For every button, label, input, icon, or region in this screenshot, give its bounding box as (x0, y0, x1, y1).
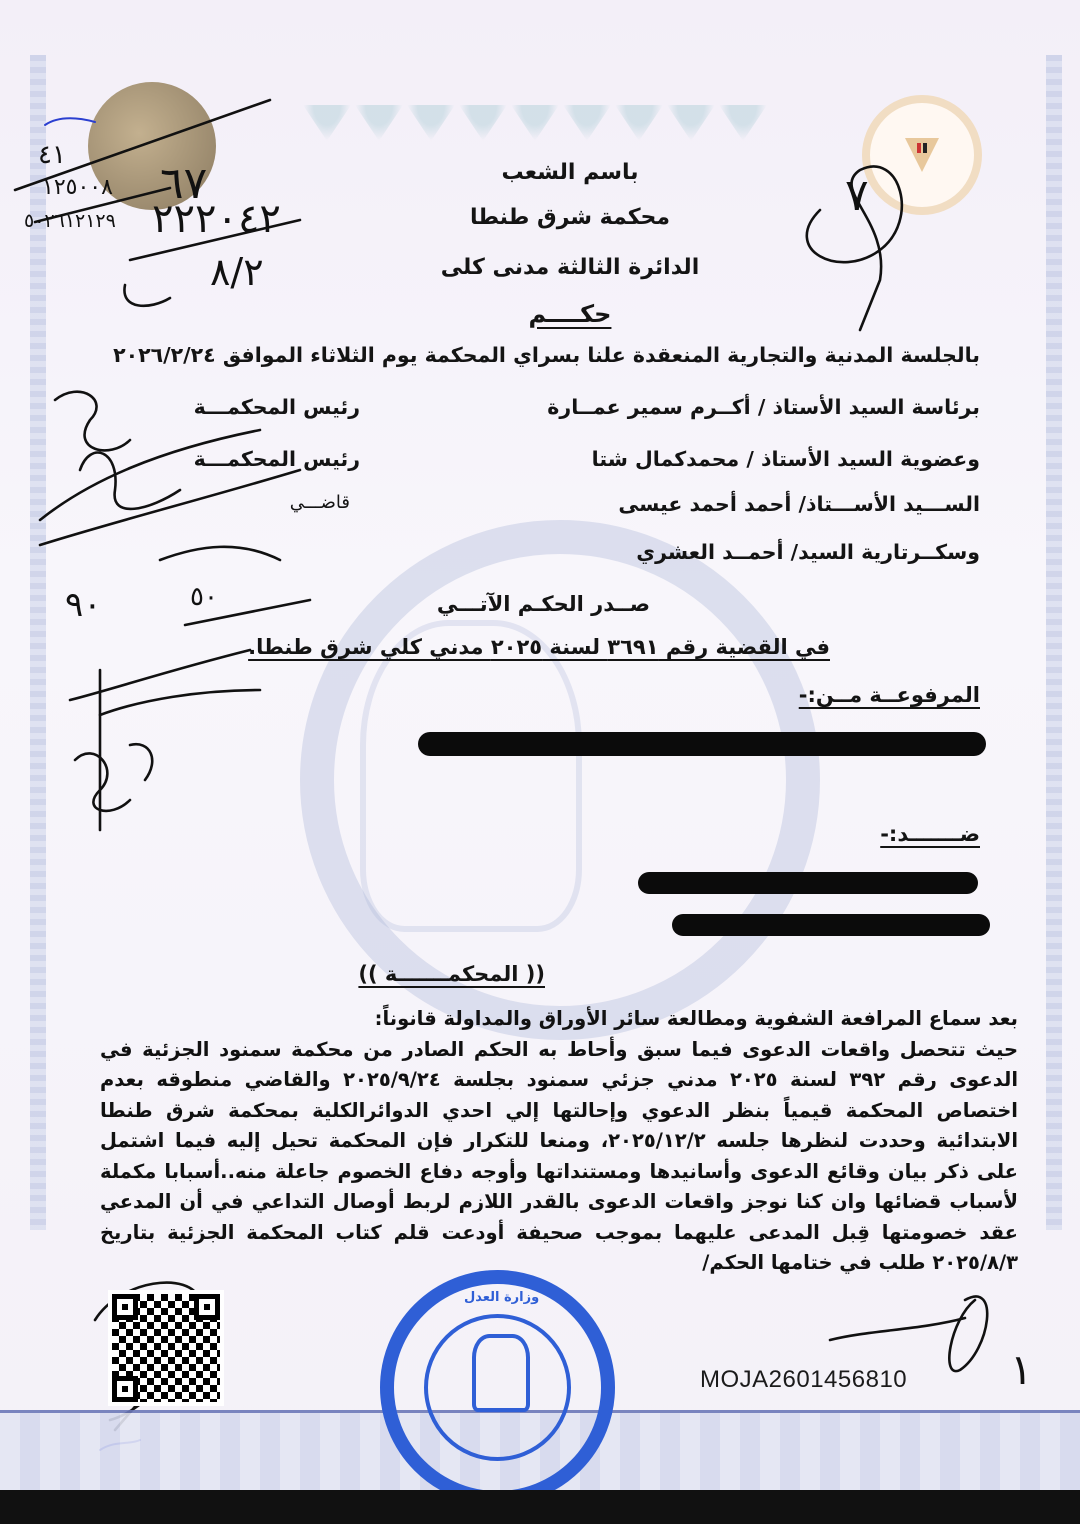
defendant-label: ضـــــــد:- (880, 822, 980, 846)
handwritten-margin-number: ٩٠ (65, 585, 102, 625)
handwritten-note: ٦٧ (160, 158, 208, 209)
court-heading: (( المحكمـــــــة )) (358, 962, 545, 986)
presiding-role: رئيس المحكمـــة (193, 395, 360, 419)
qr-code-icon[interactable] (108, 1290, 224, 1406)
ruling-intro: بعد سماع المرافعة الشفوية ومطالعة سائر الأوراق والمداولة قانوناً: (374, 1007, 1018, 1030)
court-circuit: الدائرة الثالثة مدنى كلى (440, 255, 700, 280)
handwritten-date: ٨/٢ (210, 250, 264, 294)
handwritten-margin-date: ٥٠ (190, 582, 218, 612)
handwritten-note: ١٢٥٠٠٨ (42, 175, 113, 200)
ruling-paragraph: حيث تتحصل واقعات الدعوى فيما سبق وأحاط به الحكم الصادر من محكمة سمنود الجزئية في الدعوى رقم ٣٩٢ لسنة ٢٠٢٥ مدني جزئي سمنود بجلسة ٢٠٢٥/٩/٢٤ والقاضي منطوقه بعدم اختصاص المحكمة قيمياً بنظر الدعوي وإحالتها إلي احدي الدوائرالكلية بمحكمة شرق طنطا الابتدائية وحددت لنظرها جلسه ٢٠٢٥/١٢/٢، ومنعا للتكرار فإن المحكمة تحيل إليه فيما اشتمل على ذكر بيان وقائع الدعوى وأسانيدها ومستنداتها وأوجه دفاع الخصوم جاعلة منه..أسبابا مكملة لأسباب قضائها وان كنا نوجز واقعات الدعوى بالقدر اللازم لربط أوصال التداعي في أن المدعي عقد خصومتها قِبل المدعى عليهما بموجب صحيفة أودعت قلم كتاب المحكمة الجزئية بتاريخ ٢٠٢٥/٨/٣ طلب في ختامها الحكم/ (100, 1037, 1018, 1274)
screen-bottom-bar (0, 1490, 1080, 1524)
stamp-label: وزارة العدل (464, 1290, 540, 1305)
redacted-defendant-2 (672, 914, 990, 936)
member-judge-1: وعضوية السيد الأستاذ / محمدكمال شتا (591, 447, 980, 471)
court-secretary: وسكــرتارية السيد/ أحمــد العشري (636, 540, 980, 564)
document-serial: MOJA2601456810 (700, 1366, 908, 1393)
court-name: محكمة شرق طنطا (469, 205, 671, 230)
ruling-body (100, 1004, 1018, 1279)
member-role-1: رئيس المحكمـــة (193, 447, 360, 471)
handwritten-reference: ٢٢٢٠٤٢ (152, 196, 281, 242)
member-role-2: قاضـــي (289, 492, 350, 513)
handwritten-note: ٥٠٢٦١٢١٢٩ (24, 210, 116, 232)
ministry-of-justice-stamp (380, 1270, 615, 1490)
handwritten-page-number: ٧ (845, 170, 869, 221)
redacted-plaintiff (418, 732, 986, 756)
verdict-issued: صــدر الحكـم الآتـــي (436, 592, 650, 616)
eagle-icon (472, 1334, 530, 1412)
document-heading: باسم الشعب (501, 160, 639, 185)
plaintiff-label: المرفوعــة مــن:- (798, 683, 980, 707)
handwritten-note: ٤١ (38, 140, 66, 170)
ruling-title: حكــــم (528, 300, 612, 328)
session-line: بالجلسة المدنية والتجارية المنعقدة علنا بسراي المحكمة يوم الثلاثاء الموافق ٢٠٢٦/٢/٢٤ (113, 343, 980, 367)
presiding-judge: برئاسة السيد الأستاذ / أكــرم سمير عمــارة (547, 395, 980, 419)
case-number: في القضية رقم ٣٦٩١ لسنة ٢٠٢٥ مدني كلي شرق طنطا. (248, 635, 830, 659)
handwritten-page-end: ١ (1010, 1345, 1033, 1394)
member-judge-2: الســـيد الأســـتاذ/ أحمد أحمد عيسى (618, 492, 980, 516)
redacted-defendant-1 (638, 872, 978, 894)
